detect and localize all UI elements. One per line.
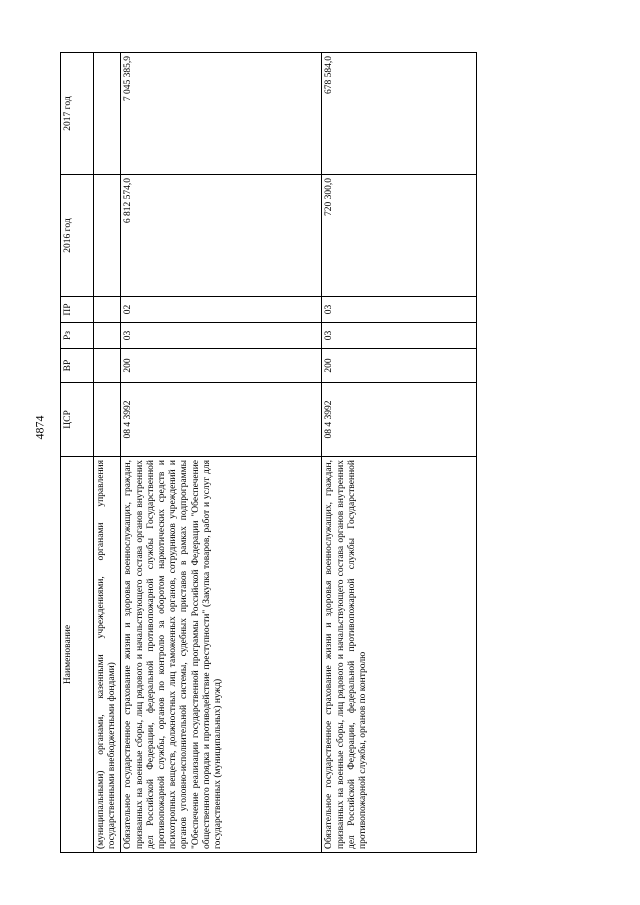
column-header-rz: Рз [61, 322, 94, 348]
cell-year-2016: 6 812 574,0 [121, 174, 322, 296]
cell-name: Обязательное государственное страхование жизни и здоровья военнослужащих, граждан, призванных на военные сборы, лиц рядового и начальствующего состава органов внутренних дел Российской Федерации, федеральной противопожарной службы Государственной противопожарной службы, органов по контролю [322, 456, 477, 852]
table-row [94, 52, 121, 852]
cell-vr: 200 [322, 348, 477, 382]
table-row [322, 52, 477, 852]
cell-csr: 08 4 3992 [121, 382, 322, 456]
table-header-row [61, 52, 94, 852]
cell-rz: 03 [322, 322, 477, 348]
cell-rz [94, 322, 121, 348]
cell-name: (муниципальными) органами, казенными учреждениями, органами управления государственными внебюджетными фондами) [94, 456, 121, 852]
cell-vr [94, 348, 121, 382]
budget-table [60, 52, 477, 853]
cell-year-2017 [94, 52, 121, 174]
table-row [121, 52, 322, 852]
cell-year-2017: 7 045 385,9 [121, 52, 322, 174]
cell-year-2016 [94, 174, 121, 296]
column-header-year-2016: 2016 год [61, 174, 94, 296]
cell-pr [94, 296, 121, 322]
cell-name: Обязательное государственное страхование жизни и здоровья военнослужащих, граждан, призванных на военные сборы, лиц рядового и начальствующего состава органов внутренних дел Российской Федерации, федеральной противопожарной службы Государственной противопожарной службы, органов по контролю за оборотом наркотических средств и психотропных веществ, должностных лиц таможенных органов, сотрудников учреждений и органов уголовно-исполнительной системы, судебных приставов в рамках подпрограммы "Обеспечение реализации государственной программы Российской Федерации "Обеспечение общественного порядка и противодействие преступности" (Закупка товаров, работ и услуг для государственных (муниципальных) нужд) [121, 456, 322, 852]
cell-rz: 03 [121, 322, 322, 348]
rotated-page-content [60, 53, 580, 853]
cell-vr: 200 [121, 348, 322, 382]
column-header-pr: ПР [61, 296, 94, 322]
cell-year-2016: 720 300,0 [322, 174, 477, 296]
cell-csr: 08 4 3992 [322, 382, 477, 456]
cell-year-2017: 678 584,0 [322, 52, 477, 174]
column-header-vr: ВР [61, 348, 94, 382]
column-header-name: Наименование [61, 456, 94, 852]
column-header-year-2017: 2017 год [61, 52, 94, 174]
cell-pr: 02 [121, 296, 322, 322]
cell-pr: 03 [322, 296, 477, 322]
cell-csr [94, 382, 121, 456]
column-header-csr: ЦСР [61, 382, 94, 456]
page-number: 4874 [32, 415, 47, 440]
